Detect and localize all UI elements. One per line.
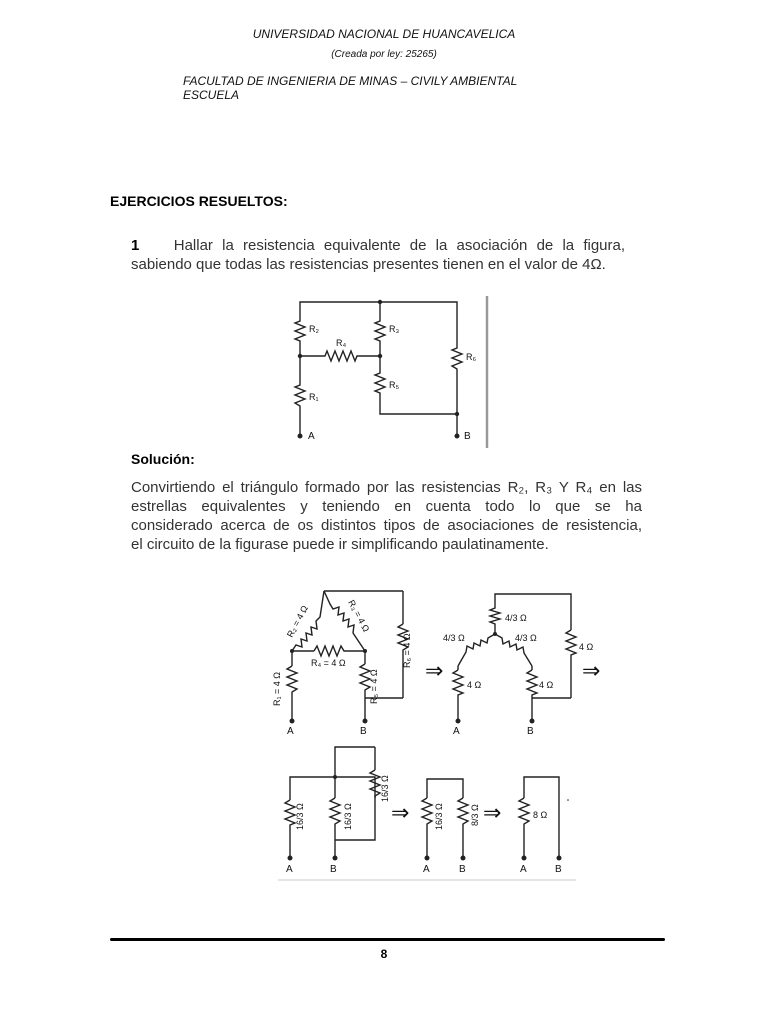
terminal-b-dot <box>530 719 535 724</box>
page-number: 8 <box>380 947 388 961</box>
solution-line-1: Convirtiendo el triángulo formado por las resistencias R₂, R₃ Y R₄ en las <box>131 479 642 496</box>
label-16-3: 16/3 Ω <box>434 803 444 830</box>
terminal-b-dot <box>455 434 460 439</box>
label-b: B <box>330 864 337 875</box>
arrow-icon: ⇒ <box>483 800 502 825</box>
terminal-b-dot <box>363 719 368 724</box>
label-a: A <box>453 726 460 737</box>
label-star-right: 4/3 Ω <box>515 633 537 643</box>
resistor-r4 <box>322 351 358 361</box>
step-star-circuit <box>443 594 594 737</box>
label-b: B <box>360 726 367 737</box>
label-star-left: 4/3 Ω <box>443 633 465 643</box>
terminal-b-dot <box>461 856 466 861</box>
exercise-statement-1: Hallar la resistencia equivalente de la asociación de la figura, <box>173 237 626 254</box>
faculty-line-1: FACULTAD DE INGENIERIA DE MINAS – CIVILY AMBIENTAL <box>183 74 518 88</box>
step-series-parallel-circuit <box>285 747 390 875</box>
label-left-16-3: 16/3 Ω <box>295 803 305 830</box>
terminal-a-dot <box>425 856 430 861</box>
resistor-r1 <box>287 666 297 694</box>
label-r5-value: R₅ = 4 Ω <box>369 669 379 704</box>
resistor-r1 <box>295 382 305 408</box>
label-a: A <box>423 864 430 875</box>
simplification-row-2 <box>278 742 578 882</box>
exercise-number: 1 <box>131 237 140 254</box>
resistor-16-3 <box>422 798 432 826</box>
label-a: A <box>308 431 315 442</box>
resistor-4-ohm-left <box>453 670 463 696</box>
label-left-4-ohm: 4 Ω <box>467 680 482 690</box>
label-a: A <box>287 726 294 737</box>
label-r6-value: R₆ = 4 Ω <box>402 633 412 668</box>
label-r5: R₅ <box>389 380 400 390</box>
label-r4: R₄ <box>336 338 347 348</box>
junction-dot <box>378 354 382 358</box>
junction-dot <box>378 300 382 304</box>
label-r6: R₆ <box>466 352 477 362</box>
label-b: B <box>464 431 471 442</box>
resistor-4-ohm-right <box>566 630 576 656</box>
terminal-a-dot <box>288 856 293 861</box>
exercise-line-1 <box>131 236 625 255</box>
section-title: EJERCICIOS RESUELTOS: <box>110 193 288 209</box>
label-b: B <box>527 726 534 737</box>
solution-title: Solución: <box>131 451 195 467</box>
resistor-r4 <box>314 646 346 656</box>
resistor-star-top <box>490 606 500 634</box>
university-name: UNIVERSIDAD NACIONAL DE HUANCAVELICA <box>252 27 516 41</box>
label-r2-value: R₂ = 4 Ω <box>284 603 310 639</box>
simplification-row-1 <box>262 580 612 740</box>
star-center-dot <box>493 632 497 636</box>
resistor-16-3-left <box>285 800 295 826</box>
circuit-diagram <box>280 290 500 450</box>
arrow-icon: ⇒ <box>582 658 601 683</box>
label-r1-value: R₁ = 4 Ω <box>272 671 282 706</box>
resistor-r3 <box>375 318 385 342</box>
step-final-circuit <box>519 777 569 875</box>
resistor-8-3 <box>458 798 468 826</box>
label-r3-value: R₃ = 4 Ω <box>346 598 372 634</box>
faculty-line-2: ESCUELA <box>183 88 240 102</box>
label-right-16-3: 16/3 Ω <box>380 775 390 802</box>
resistor-8-ohm <box>519 798 529 826</box>
resistor-r2 <box>295 318 305 342</box>
label-right-4-ohm: 4 Ω <box>579 642 594 652</box>
label-mid-4-ohm: 4 Ω <box>539 680 554 690</box>
terminal-b-dot <box>333 856 338 861</box>
solution-line-3: considerado acerca de os distintos tipos de asociaciones de resistencia, <box>131 517 642 534</box>
step-parallel-circuit <box>422 779 480 875</box>
junction-dot <box>333 775 337 779</box>
label-star-top: 4/3 Ω <box>505 613 527 623</box>
exercise-statement-2: sabiendo que todas las resistencias presentes tienen en el valor de 4Ω. <box>131 256 606 273</box>
junction-dot <box>455 412 459 416</box>
label-b: B <box>555 864 562 875</box>
solution-line-2: estrellas equivalentes y teniendo en cuenta todo lo que se ha <box>131 498 642 515</box>
label-a: A <box>520 864 527 875</box>
terminal-a-dot <box>290 719 295 724</box>
footer-rule <box>110 938 665 941</box>
label-mid-16-3: 16/3 Ω <box>343 803 353 830</box>
resistor-4-ohm-mid <box>527 670 537 696</box>
label-8-ohm: 8 Ω <box>533 810 548 820</box>
junction-dot <box>290 649 294 653</box>
resistor-16-3-mid <box>330 798 340 826</box>
terminal-a-dot <box>522 856 527 861</box>
arrow-icon: ⇒ <box>391 800 410 825</box>
junction-dot <box>298 354 302 358</box>
stray-dot <box>567 799 569 801</box>
terminal-a-dot <box>298 434 303 439</box>
step-delta-circuit <box>272 591 412 737</box>
label-8-3: 8/3 Ω <box>470 804 480 826</box>
label-r4-value: R₄ = 4 Ω <box>311 658 346 668</box>
resistor-r5 <box>375 370 385 394</box>
terminal-a-dot <box>456 719 461 724</box>
arrow-icon: ⇒ <box>425 658 444 683</box>
resistor-r6 <box>452 345 462 375</box>
label-r1: R₁ <box>309 392 319 402</box>
label-r3: R₃ <box>389 324 400 334</box>
label-b: B <box>459 864 466 875</box>
creation-law: (Creada por ley: 25265) <box>331 49 437 60</box>
junction-dot <box>363 649 367 653</box>
terminal-b-dot <box>557 856 562 861</box>
label-r2: R₂ <box>309 324 319 334</box>
label-a: A <box>286 864 293 875</box>
solution-line-4: el circuito de la figurase puede ir simplificando paulatinamente. <box>131 536 549 553</box>
